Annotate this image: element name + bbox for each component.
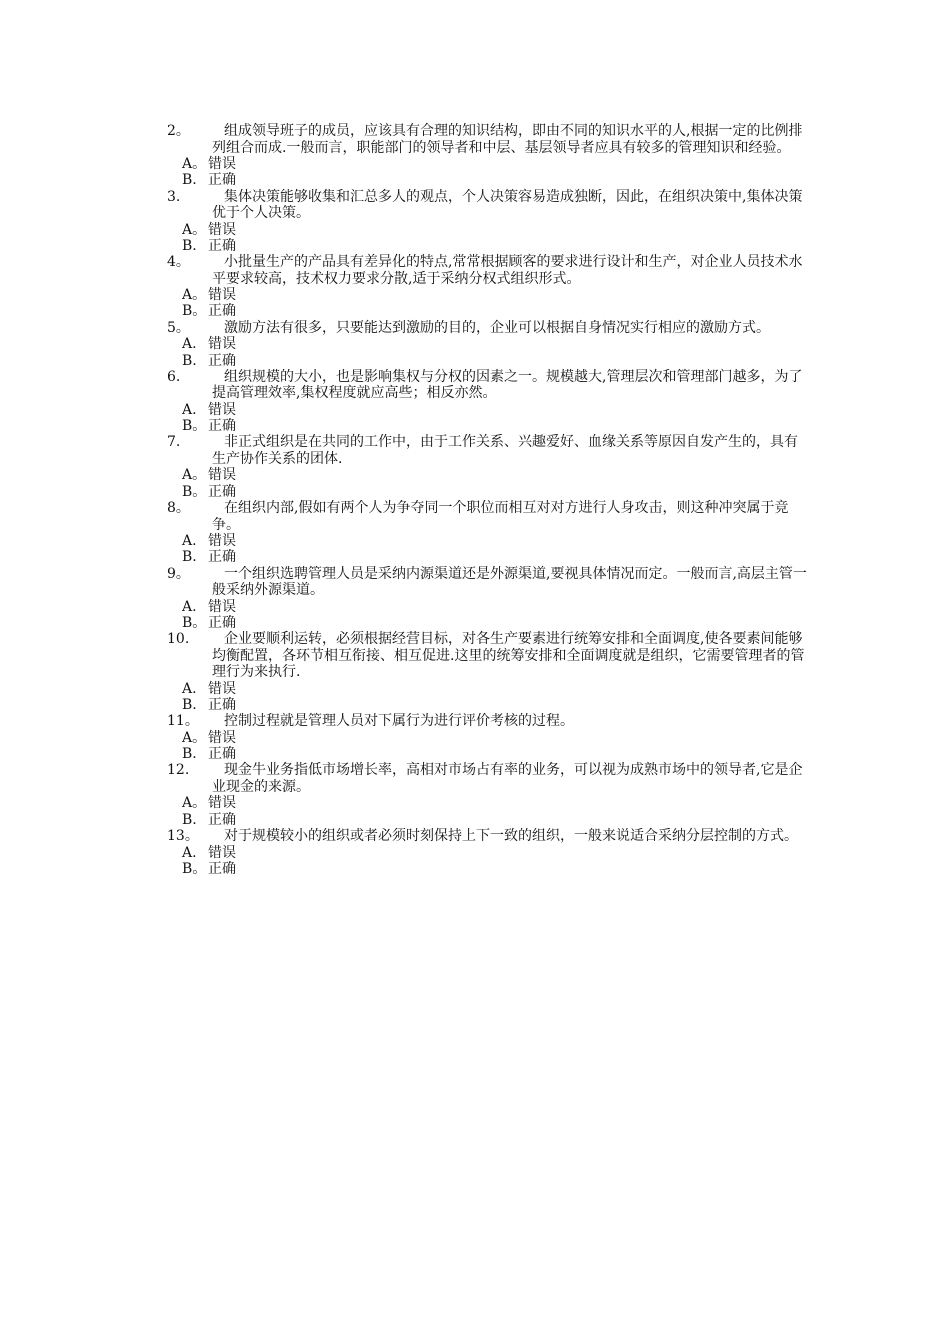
option-text: 错误 [208, 156, 236, 172]
option-text: 正确 [208, 352, 236, 369]
question-item [0, 500, 950, 566]
question-number: 12. [167, 762, 190, 779]
option-text: 正确 [208, 418, 236, 435]
question-item [0, 762, 950, 828]
option-letter: A。 [182, 287, 207, 304]
question-text: 在组织内部,假如有两个人为争夺同一个职位而相互对对方进行人身攻击，则这种冲突属于竞争。 [212, 500, 789, 533]
question-text: 集体决策能够收集和汇总多人的观点，个人决策容易造成独断，因此，在组织决策中,集体决策优于个人决策。 [212, 188, 803, 222]
option-b [182, 353, 950, 369]
option-letter: B. [182, 746, 197, 763]
question-item [0, 369, 950, 435]
option-b [182, 861, 950, 877]
option-a [182, 795, 950, 811]
question-item [0, 713, 950, 762]
option-letter: B。 [182, 860, 207, 877]
option-letter: B. [182, 352, 197, 369]
option-letter: A. [182, 401, 197, 418]
option-a [182, 287, 950, 303]
question-text: 小批量生产的产品具有差异化的特点,常常根据顾客的要求进行设计和生产，对企业人员技术水平要求较高，技术权力要求分散,适于采纳分权式组织形式。 [212, 254, 803, 287]
option-a [182, 222, 950, 238]
option-text: 正确 [208, 549, 236, 566]
option-b [182, 303, 950, 319]
option-letter: B. [182, 549, 197, 566]
option-text: 错误 [208, 221, 236, 238]
question-item [0, 434, 950, 500]
option-letter: A。 [182, 795, 207, 812]
option-letter: A。 [182, 221, 207, 238]
option-letter: B。 [182, 614, 207, 631]
option-letter: A。 [182, 156, 207, 172]
option-b [182, 549, 950, 565]
option-a [182, 402, 950, 418]
option-text: 错误 [208, 598, 236, 615]
question-text: 控制过程就是管理人员对下属行为进行评价考核的过程。 [224, 713, 574, 730]
option-b [182, 418, 950, 434]
option-letter: A. [182, 598, 197, 615]
question-number: 8。 [167, 500, 190, 517]
option-letter: B。 [182, 483, 207, 500]
question-number: 11。 [167, 713, 199, 730]
question-text: 组成领导班子的成员，应该具有合理的知识结构，即由不同的知识水平的人,根据一定的比例排列组合而成.一般而言，职能部门的领导者和中层、基层领导者应具有较多的管理知识和经验。 [212, 123, 803, 156]
question-number: 5。 [167, 319, 190, 336]
question-list [0, 123, 950, 877]
option-text: 错误 [208, 795, 236, 812]
option-b [182, 238, 950, 254]
option-a [182, 681, 950, 697]
question-number: 4。 [167, 254, 190, 271]
question-item [0, 189, 950, 255]
option-text: 正确 [208, 614, 236, 631]
option-text: 错误 [208, 401, 236, 418]
option-letter: B。 [182, 418, 207, 435]
option-text: 错误 [208, 287, 236, 304]
question-item [0, 123, 950, 189]
option-a [182, 533, 950, 549]
question-item [0, 828, 950, 877]
option-b [182, 172, 950, 188]
option-b [182, 697, 950, 713]
question-text: 对于规模较小的组织或者必须时刻保持上下一致的组织，一般来说适合采纳分层控制的方式。 [224, 828, 798, 845]
option-letter: A. [182, 844, 197, 861]
question-number: 6. [167, 368, 181, 385]
option-text: 错误 [208, 533, 236, 550]
question-text: 激励方法有很多，只要能达到激励的目的，企业可以根据自身情况实行相应的激励方式。 [224, 319, 770, 336]
option-text: 错误 [208, 729, 236, 746]
option-text: 错误 [208, 844, 236, 861]
question-number: 9。 [167, 565, 190, 582]
option-a [182, 156, 950, 172]
option-a [182, 599, 950, 615]
option-b [182, 484, 950, 500]
option-letter: A. [182, 680, 197, 697]
option-text: 正确 [208, 303, 236, 320]
option-text: 正确 [208, 172, 236, 189]
question-item [0, 320, 950, 369]
question-number: 2。 [167, 123, 190, 139]
option-a [182, 336, 950, 352]
question-number: 7. [167, 434, 181, 451]
option-a [182, 845, 950, 861]
question-text: 现金牛业务指低市场增长率，高相对市场占有率的业务，可以视为成熟市场中的领导者,它是企业现金的来源。 [212, 762, 803, 795]
option-letter: B. [182, 172, 197, 189]
question-number: 10. [167, 631, 190, 648]
option-letter: A。 [182, 729, 207, 746]
option-letter: B. [182, 237, 197, 254]
option-b [182, 615, 950, 631]
question-text: 企业要顺利运转，必须根据经营目标，对各生产要素进行统筹安排和全面调度,使各要素间能够均衡配置，各环节相互衔接、相互促进.这里的统筹安排和全面调度就是组织，它需要管理者的管理行为来执行. [212, 631, 805, 681]
question-number: 3. [167, 188, 181, 205]
question-number: 13。 [167, 828, 199, 845]
option-b [182, 812, 950, 828]
option-text: 正确 [208, 811, 236, 828]
option-text: 正确 [208, 483, 236, 500]
question-text: 非正式组织是在共同的工作中，由于工作关系、兴趣爱好、血缘关系等原因自发产生的，具有生产协作关系的团体. [212, 434, 798, 467]
option-b [182, 746, 950, 762]
question-text: 组织规模的大小，也是影响集权与分权的因素之一。规模越大,管理层次和管理部门越多，为了提高管理效率,集权程度就应高些；相反亦然。 [212, 368, 803, 402]
option-letter: B。 [182, 303, 207, 320]
option-text: 错误 [208, 680, 236, 697]
question-item [0, 566, 950, 632]
option-text: 错误 [208, 467, 236, 484]
option-text: 正确 [208, 697, 236, 714]
option-text: 正确 [208, 860, 236, 877]
option-a [182, 730, 950, 746]
option-letter: B. [182, 811, 197, 828]
option-letter: A. [182, 533, 197, 550]
question-item [0, 631, 950, 713]
option-text: 正确 [208, 746, 236, 763]
option-a [182, 467, 950, 483]
option-text: 正确 [208, 237, 236, 254]
question-text: 一个组织选聘管理人员是采纳内源渠道还是外源渠道,要视具体情况而定。一般而言,高层主管一般采纳外源渠道。 [212, 565, 807, 599]
option-letter: B. [182, 697, 197, 714]
option-letter: A。 [182, 467, 207, 484]
question-item [0, 254, 950, 320]
option-text: 错误 [208, 336, 236, 353]
option-letter: A. [182, 336, 197, 353]
